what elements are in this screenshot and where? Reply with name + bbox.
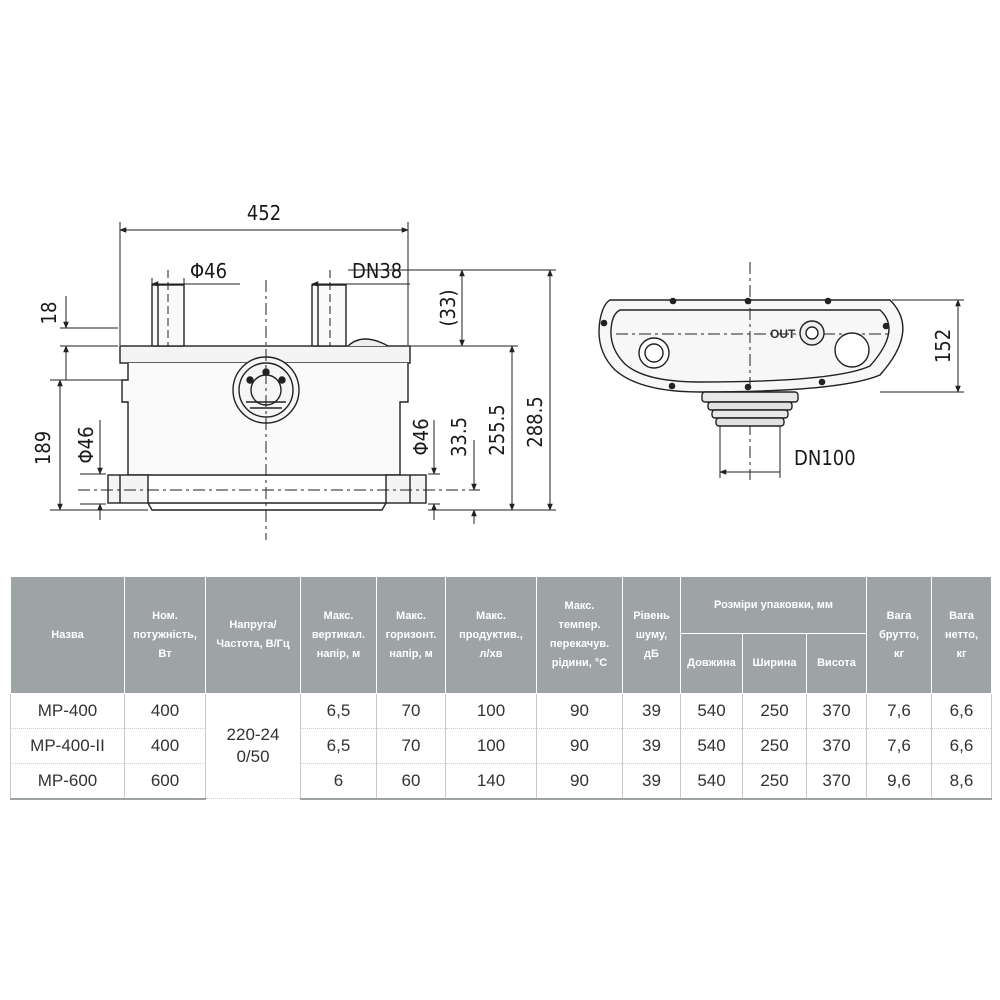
table-row bbox=[11, 729, 992, 764]
cell-name: MP-400 bbox=[11, 694, 125, 729]
header-noise bbox=[623, 577, 681, 694]
header-horizontal-head bbox=[377, 577, 446, 694]
header-gross-line: кг bbox=[893, 647, 905, 660]
cell-net-weight: 8,6 bbox=[932, 764, 992, 799]
dim-dn100: DN100 bbox=[794, 446, 856, 470]
cell-pack-length: 540 bbox=[681, 694, 743, 729]
header-name: Назва bbox=[11, 577, 125, 694]
dim-288-5: 288.5 bbox=[523, 396, 547, 448]
cell-pack-height: 370 bbox=[807, 694, 867, 729]
header-flow-line: Макс. bbox=[476, 609, 506, 622]
cell-gross-weight: 7,6 bbox=[867, 694, 932, 729]
cell-flow: 100 bbox=[446, 694, 537, 729]
header-vertical-head bbox=[301, 577, 377, 694]
dim-depth-152: 152 bbox=[931, 328, 955, 364]
header-power-line: Вт bbox=[158, 647, 172, 660]
header-power bbox=[125, 577, 206, 694]
cell-horizontal-head: 70 bbox=[377, 694, 446, 729]
header-pack-width: Ширина bbox=[743, 634, 807, 694]
cell-noise: 39 bbox=[623, 694, 681, 729]
cell-vertical-head: 6 bbox=[301, 764, 377, 799]
header-temp-line: темпер. bbox=[558, 619, 601, 631]
header-horiz-line: Макс. bbox=[396, 609, 426, 622]
cell-gross-weight: 7,6 bbox=[867, 729, 932, 764]
cell-temperature: 90 bbox=[537, 729, 623, 764]
header-power-line: Ном. bbox=[152, 609, 178, 622]
dim-offset-33: (33) bbox=[436, 289, 460, 327]
cell-power: 400 bbox=[125, 729, 206, 764]
header-flow bbox=[446, 577, 537, 694]
cell-net-weight: 6,6 bbox=[932, 694, 992, 729]
cell-horizontal-head: 60 bbox=[377, 764, 446, 799]
header-power-line: потужність, bbox=[133, 628, 197, 641]
cell-pack-length: 540 bbox=[681, 764, 743, 799]
top-view bbox=[599, 262, 964, 480]
cell-vertical-head: 6,5 bbox=[301, 729, 377, 764]
header-net-weight bbox=[932, 577, 992, 694]
header-voltage-line: Частота, В/Гц bbox=[216, 638, 290, 650]
cell-vertical-head: 6,5 bbox=[301, 694, 377, 729]
dim-inlet-left: Φ46 bbox=[74, 426, 98, 464]
cell-noise: 39 bbox=[623, 729, 681, 764]
out-label: OUT bbox=[770, 327, 796, 341]
header-flow-line: л/хв bbox=[479, 647, 503, 660]
dim-height-189: 189 bbox=[31, 430, 55, 466]
header-gross-line: брутто, bbox=[878, 628, 920, 641]
cell-pack-width: 250 bbox=[743, 694, 807, 729]
header-voltage bbox=[206, 577, 301, 694]
header-pack-height: Висота bbox=[807, 634, 867, 694]
header-temperature bbox=[537, 577, 623, 694]
table-row bbox=[11, 764, 992, 799]
cell-temperature: 90 bbox=[537, 694, 623, 729]
dim-255-5: 255.5 bbox=[485, 404, 509, 456]
header-net-line: кг bbox=[956, 647, 967, 660]
cell-voltage bbox=[206, 694, 301, 799]
header-vert-line: Макс. bbox=[323, 609, 354, 622]
dim-inlet-top: Φ46 bbox=[190, 259, 228, 283]
cell-name: MP-600 bbox=[11, 764, 125, 799]
specifications-table bbox=[10, 576, 992, 800]
dim-top-18: 18 bbox=[37, 301, 61, 325]
header-noise-line: Рівень bbox=[633, 609, 670, 622]
header-pack-length: Довжина bbox=[681, 634, 743, 694]
cell-flow: 140 bbox=[446, 764, 537, 799]
header-temp-line: рідини, °С bbox=[551, 657, 608, 669]
header-gross-line: Вага bbox=[886, 609, 912, 622]
header-temp-line: Макс. bbox=[564, 600, 595, 612]
cell-pack-height: 370 bbox=[807, 764, 867, 799]
cell-gross-weight: 9,6 bbox=[867, 764, 932, 799]
header-flow-line: продуктив., bbox=[459, 628, 523, 641]
dim-inlet-right: Φ46 bbox=[409, 418, 433, 456]
header-noise-line: шуму, bbox=[635, 628, 668, 641]
header-voltage-line: Напруга/ bbox=[229, 619, 277, 631]
cell-net-weight: 6,6 bbox=[932, 729, 992, 764]
dim-width: 452 bbox=[246, 201, 282, 225]
cell-pack-length: 540 bbox=[681, 729, 743, 764]
cell-power: 600 bbox=[125, 764, 206, 799]
cell-name: MP-400-II bbox=[11, 729, 125, 764]
cell-pack-height: 370 bbox=[807, 729, 867, 764]
header-package-dimensions: Розміри упаковки, мм bbox=[681, 577, 867, 634]
cell-horizontal-head: 70 bbox=[377, 729, 446, 764]
cell-pack-width: 250 bbox=[743, 729, 807, 764]
header-temp-line: перекачув. bbox=[549, 638, 610, 650]
header-horiz-line: горизонт. bbox=[385, 628, 437, 641]
dim-33-5: 33.5 bbox=[447, 416, 471, 458]
header-vert-line: напір, м bbox=[316, 647, 361, 660]
header-noise-line: дБ bbox=[644, 647, 659, 660]
header-vert-line: вертикал. bbox=[311, 628, 366, 641]
header-net-line: нетто, bbox=[944, 628, 979, 641]
header-horiz-line: напір, м bbox=[389, 647, 433, 660]
cell-noise: 39 bbox=[623, 764, 681, 799]
table-row bbox=[11, 694, 992, 729]
cell-flow: 100 bbox=[446, 729, 537, 764]
header-gross-weight bbox=[867, 577, 932, 694]
header-net-line: Вага bbox=[949, 609, 974, 622]
voltage-value: 220-240/50 bbox=[226, 725, 280, 766]
dim-outlet-dn38: DN38 bbox=[352, 259, 403, 283]
side-view bbox=[50, 222, 556, 540]
cell-pack-width: 250 bbox=[743, 764, 807, 799]
cell-power: 400 bbox=[125, 694, 206, 729]
cell-temperature: 90 bbox=[537, 764, 623, 799]
